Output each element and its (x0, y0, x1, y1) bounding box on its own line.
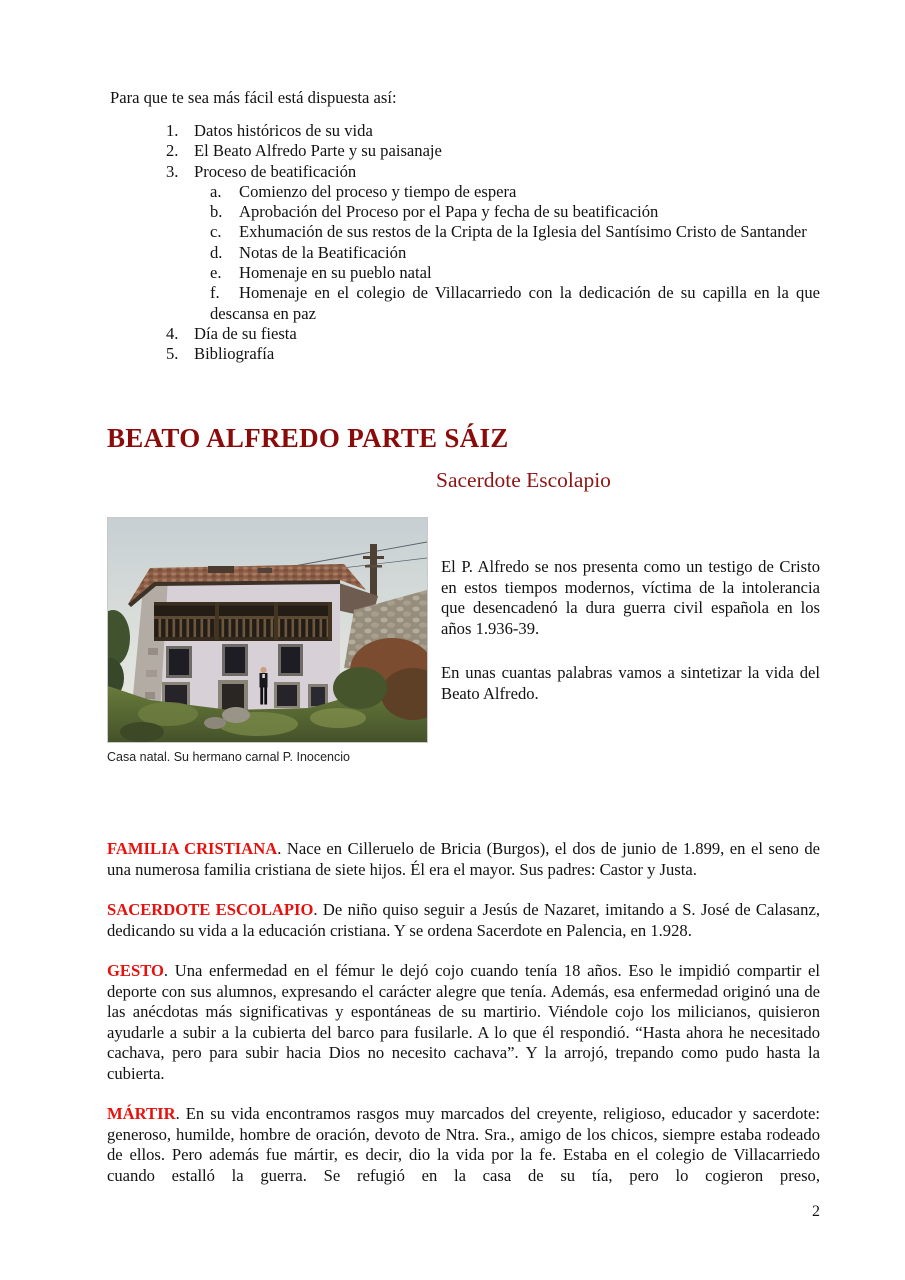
outline-subitem-f (107, 283, 820, 324)
paragraph-gesto (107, 961, 820, 1084)
paragraph-lead: FAMILIA CRISTIANA (107, 839, 278, 858)
aside-paragraph-2: En unas cuantas palabras vamos a sintetizar la vida del Beato Alfredo. (441, 663, 820, 703)
outline-subitem-e (107, 263, 820, 283)
list-marker: e. (210, 263, 222, 283)
paragraph-text: . Una enfermedad en el fémur le dejó cojo cuando tenía 18 años. Eso le impidió compartir el deporte con sus alumnos, expresando el carácter alegre que tenía. Además, esa enfermedad originó una de las anécdotas más significativas y espontáneas de su martirio. Viéndole cojo los milicianos, quisieron ayudarle a subir a la cubierta del barco para fusilarle. A lo que él respondió. “Hasta ahora he necesitado cachava, pero para subir hacia Dios no necesito cachava”. Y la arrojó, trepando como pudo hasta la cubierta. (107, 961, 820, 1083)
list-text: El Beato Alfredo Parte y su paisanaje (194, 141, 442, 161)
list-text: Homenaje en el colegio de Villacarriedo con la dedicación de su capilla en la que descansa en paz (210, 283, 820, 323)
list-text: Proceso de beatificación (194, 161, 357, 181)
outline-item-4 (107, 324, 820, 344)
paragraph-martir (107, 1104, 820, 1186)
list-marker: 2. (166, 141, 179, 161)
outline-list (107, 121, 820, 365)
outline-item-1 (107, 121, 820, 141)
outline-subitem-c (107, 222, 820, 242)
page-number: 2 (812, 1203, 820, 1220)
outline-subitem-b (107, 202, 820, 222)
list-text: Bibliografía (194, 344, 275, 364)
intro-line: Para que te sea más fácil está dispuesta así: (110, 88, 397, 107)
paragraph-lead: MÁRTIR (107, 1104, 176, 1123)
list-text: Exhumación de sus restos de la Cripta de la Iglesia del Santísimo Cristo de Santander (239, 222, 807, 242)
paragraph-lead: GESTO (107, 961, 164, 980)
outline-subitem-d (107, 243, 820, 263)
list-marker: 5. (166, 344, 179, 364)
list-text: Comienzo del proceso y tiempo de espera (239, 181, 517, 201)
list-marker: f. (210, 283, 220, 303)
paragraph-lead: SACERDOTE ESCOLAPIO (107, 900, 314, 919)
page-subtitle: Sacerdote Escolapio (436, 468, 611, 492)
body-paragraphs (107, 839, 820, 1206)
photo-caption: Casa natal. Su hermano carnal P. Inocencio (107, 750, 350, 764)
list-marker: d. (210, 242, 223, 262)
list-marker: a. (210, 181, 222, 201)
photo-side-text (441, 557, 820, 704)
aside-paragraph-1: El P. Alfredo se nos presenta como un testigo de Cristo en estos tiempos modernos, víctima de la intolerancia que desencadenó la dura guerra civil española en los años 1.936-39. (441, 557, 820, 638)
paragraph-sacerdote-escolapio (107, 900, 820, 941)
list-text: Datos históricos de su vida (194, 121, 373, 140)
outline-item-5 (107, 344, 820, 364)
list-marker: 1. (166, 121, 179, 140)
casa-natal-photo (108, 518, 427, 742)
list-text: Notas de la Beatificación (239, 242, 407, 262)
outline-item-3 (107, 162, 820, 182)
list-text: Aprobación del Proceso por el Papa y fecha de su beatificación (239, 202, 659, 222)
outline-subitem-a (107, 182, 820, 202)
paragraph-text: . En su vida encontramos rasgos muy marcados del creyente, religioso, educador y sacerdote: generoso, humilde, hombre de oración, devoto de Ntra. Sra., amigo de los chicos, siempre estaba rodeado de ellos. Pero además fue mártir, es decir, dio la vida por la fe. Estaba en el colegio de Villacarriedo cuando estalló la guerra. Se refugió en la casa de su tía, pero lo cogieron preso, (107, 1104, 820, 1185)
list-marker: 3. (166, 161, 179, 181)
page-title: BEATO ALFREDO PARTE SÁIZ (107, 423, 509, 453)
list-text: Día de su fiesta (194, 323, 297, 343)
paragraph-familia-cristiana (107, 839, 820, 880)
list-marker: c. (210, 222, 222, 242)
list-marker: b. (210, 202, 223, 222)
outline-item-2 (107, 141, 820, 161)
paragraph-text: . Nace en Cilleruelo de Bricia (Burgos), el dos de junio de 1.899, en el seno de una numerosa familia cristiana de siete hijos. Él era el mayor. Sus padres: Castor y Justa. (107, 839, 820, 879)
list-text: Homenaje en su pueblo natal (239, 263, 432, 283)
list-marker: 4. (166, 323, 179, 343)
paragraph-text: . De niño quiso seguir a Jesús de Nazaret, imitando a S. José de Calasanz, dedicando su vida a la educación cristiana. Y se ordena Sacerdote en Palencia, en 1.928. (107, 900, 820, 940)
